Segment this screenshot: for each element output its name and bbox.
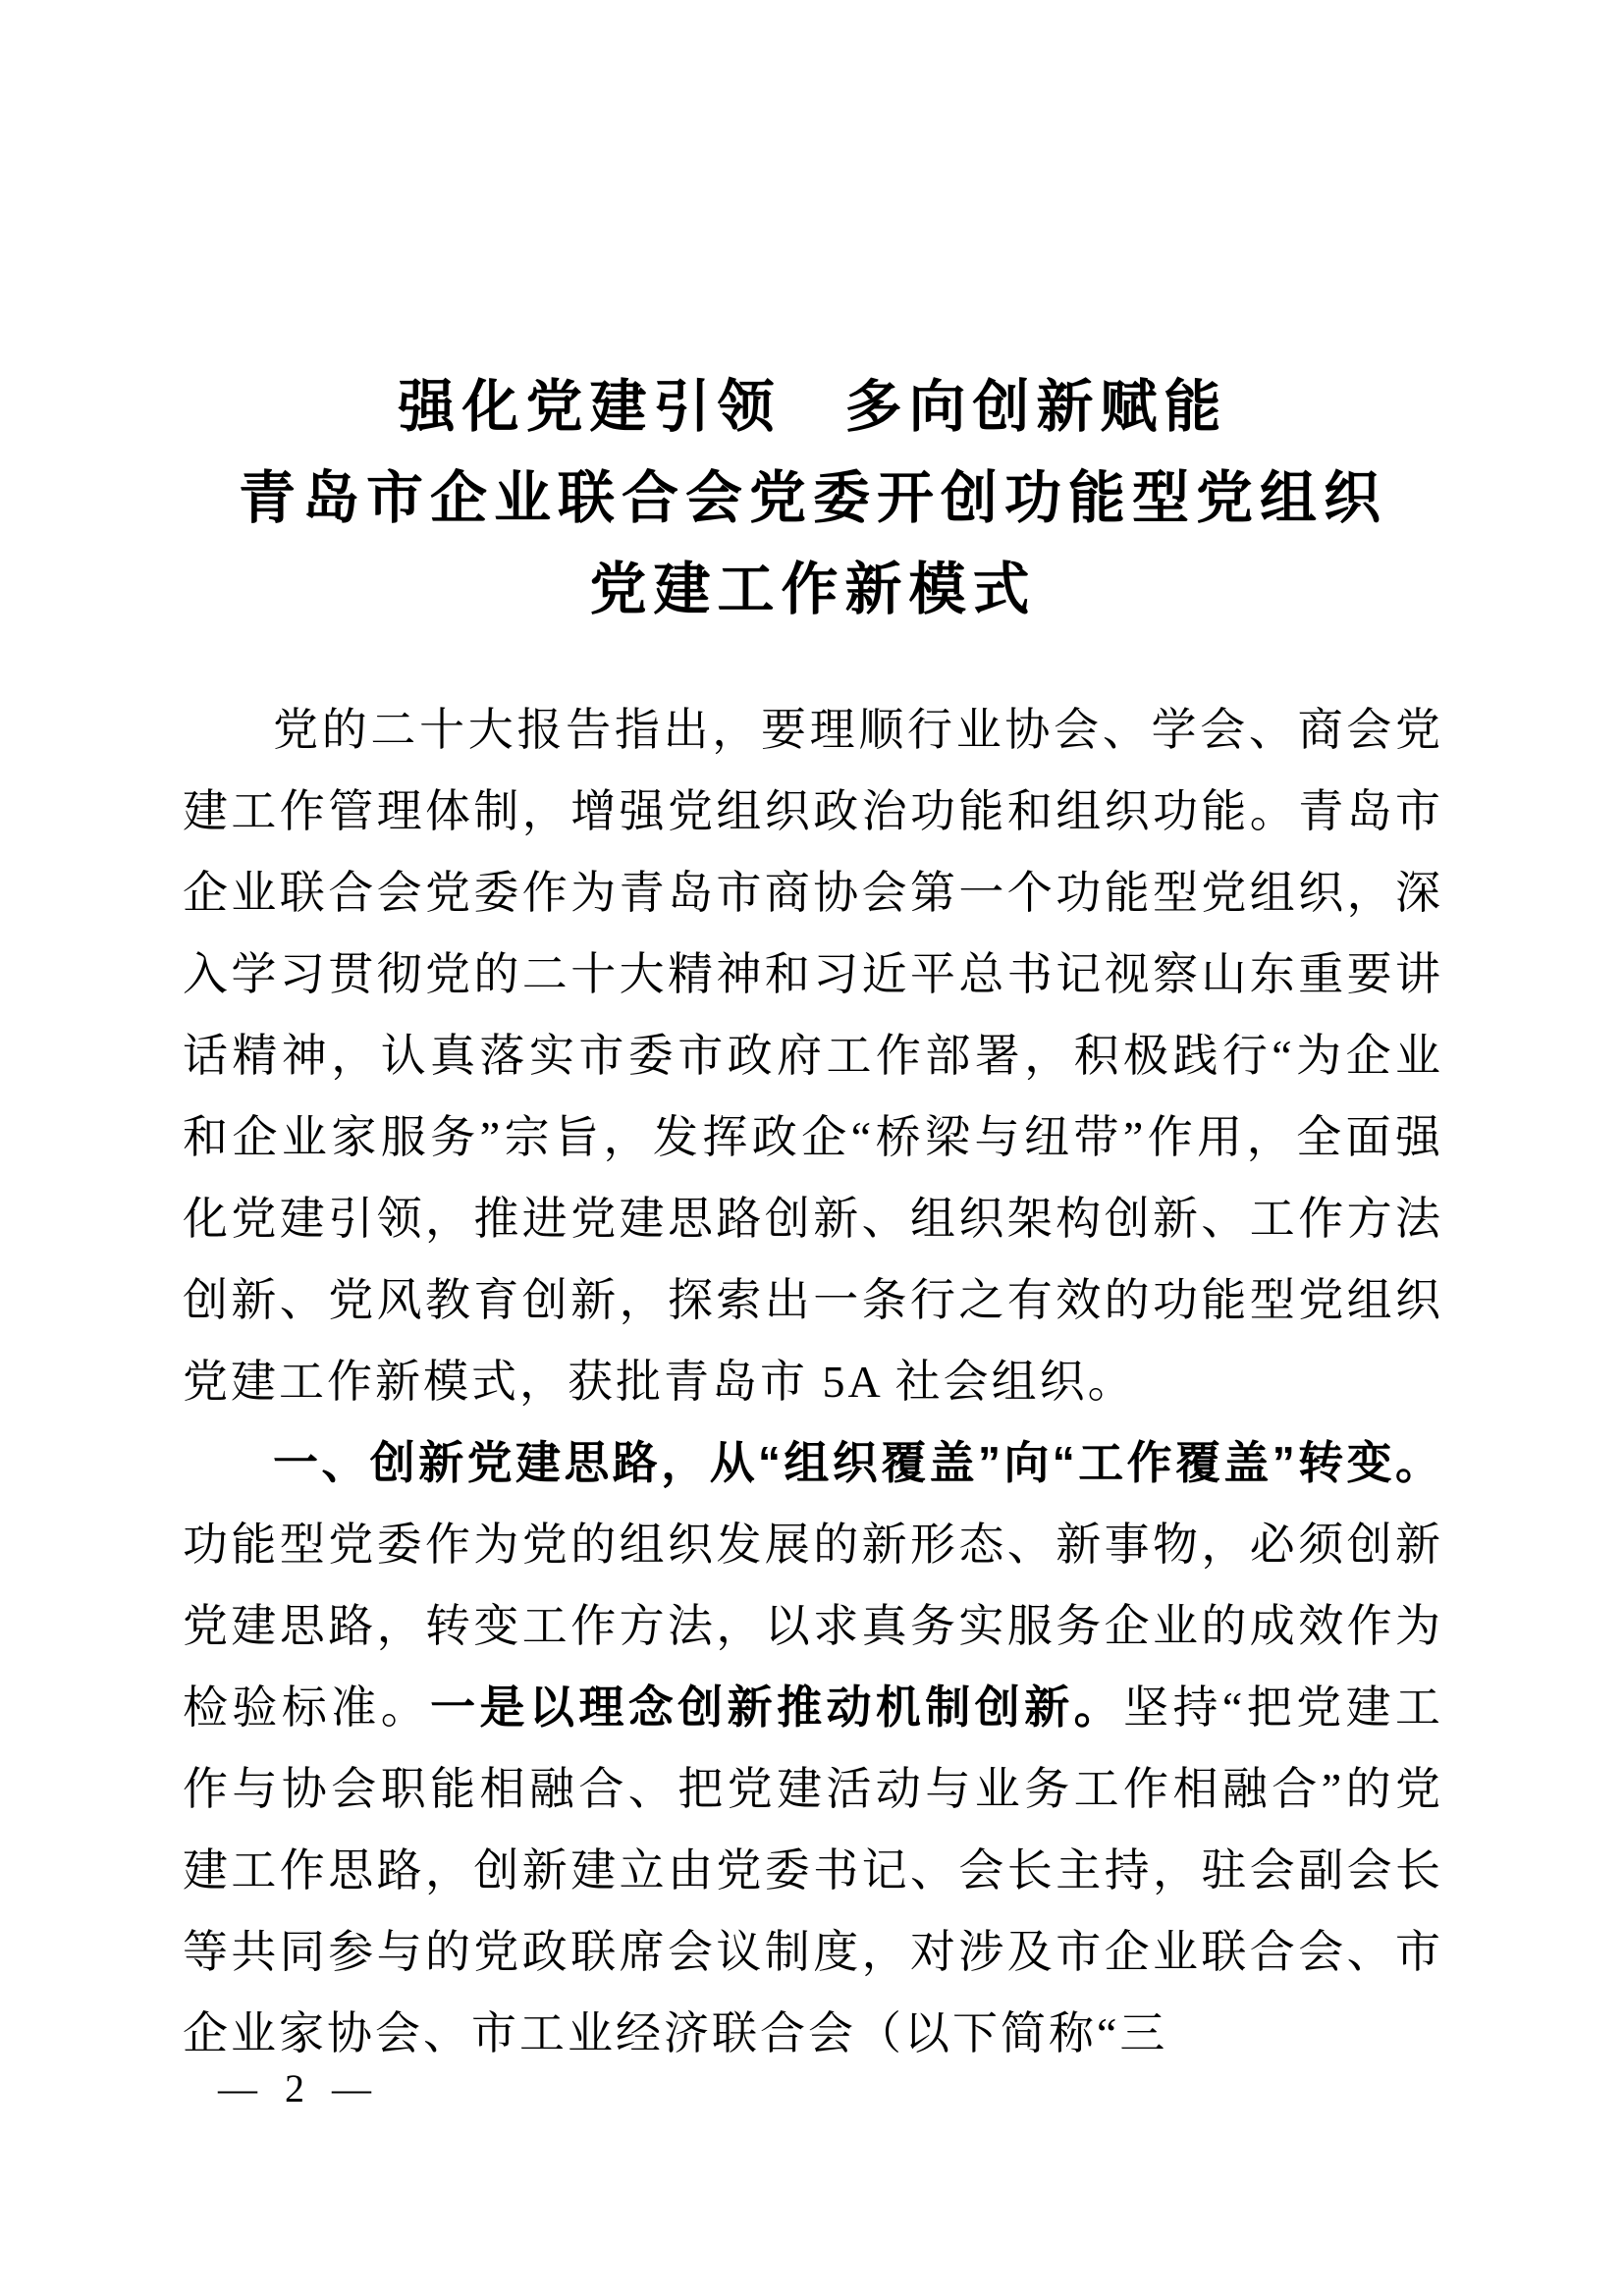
page-number (218, 2067, 371, 2110)
title-line-1: 强化党建引领 多向创新赋能 (398, 375, 1228, 439)
paragraph-2 (183, 1422, 1443, 2074)
page-content (183, 0, 1443, 2074)
paragraph-2-text-a: 功能型党委作为党的组织发展的新形态、新事物，必须创新党建思路，转变工作方法，以求真务实服务企业的成效作为检验标准。 (183, 1520, 1443, 1733)
title-line-2: 青岛市企业联合会党委开创功能型党组织 (238, 466, 1387, 530)
paragraph-1-text: 党的二十大报告指出，要理顺行业协会、学会、商会党建工作管理体制，增强党组织政治功能和组织功能。青岛市企业联合会党委作为青岛市商协会第一个功能型党组织，深入学习贯彻党的二十大精神和习近平总书记视察山东重要讲话精神，认真落实市委市政府工作部署，积极践行“为企业和企业家服务”宗旨，发挥政企“桥梁与纽带”作用，全面强化党建引领，推进党建思路创新、组织架构创新、工作方法创新、党风教育创新，探索出一条行之有效的功能型党组织党建工作新模式，获批青岛市 5A 社会组织。 (183, 705, 1443, 1407)
page-number-dash-left: — (218, 2066, 257, 2110)
document-body (183, 689, 1443, 2074)
document-title (183, 361, 1443, 635)
page-number-dash-right: — (332, 2066, 371, 2110)
paragraph-2-text-b: 坚持“把党建工作与协会职能相融合、把党建活动与业务工作相融合”的党建工作思路，创新建立由党委书记、会长主持，驻会副会长等共同参与的党政联席会议制度，对涉及市企业联合会、市企业家协会、市工业经济联合会（以下简称“三 (183, 1682, 1444, 2058)
section-heading-1: 一、创新党建思路，从“组织覆盖”向“工作覆盖”转变。 (273, 1437, 1443, 1488)
page-number-value: 2 (285, 2066, 304, 2110)
title-line-3: 党建工作新模式 (589, 558, 1037, 621)
paragraph-1 (183, 689, 1443, 1422)
inline-emphasis-1: 一是以理念创新推动机制创新。 (430, 1682, 1124, 1733)
